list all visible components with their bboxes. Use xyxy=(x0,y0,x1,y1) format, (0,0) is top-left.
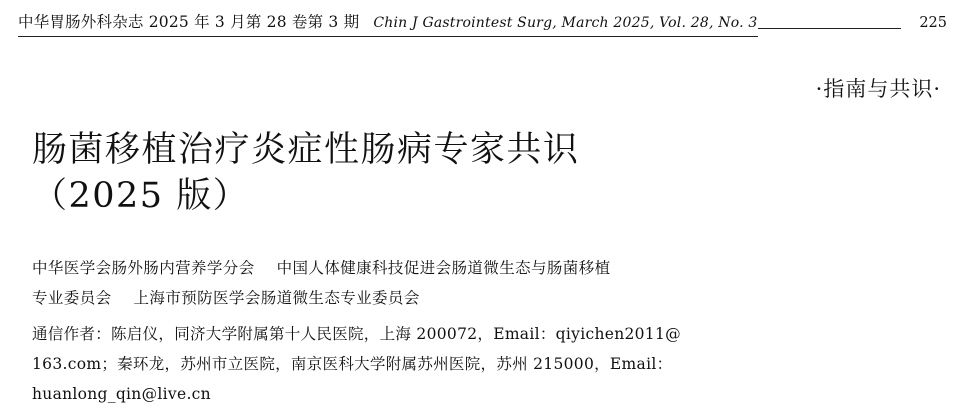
running-head-journal xyxy=(18,10,758,37)
running-head xyxy=(18,0,947,37)
page-title xyxy=(32,129,947,219)
running-head-journal-en: Chin J Gastrointest Surg, March 2025, Vol. 28, No. 3 xyxy=(373,15,758,31)
affiliation-line-1 xyxy=(32,253,947,283)
affiliation-2: 中国人体健康科技促进会肠道微生态与肠菌移植 xyxy=(276,258,611,277)
corresponding-line-1: 通信作者：陈启仪，同济大学附属第十人民医院，上海 200072，Email：qiyichen2011@ xyxy=(32,324,681,343)
affiliation-line-2 xyxy=(32,283,947,313)
running-head-journal-cn: 中华胃肠外科杂志 2025 年 3 月第 28 卷第 3 期 xyxy=(18,13,360,31)
corresponding-line-2: 163.com；秦环龙，苏州市立医院，南京医科大学附属苏州医院，苏州 215000，Email： xyxy=(32,355,673,374)
article-title-line-2: （2025 版） xyxy=(32,175,250,216)
author-affiliations xyxy=(32,253,947,313)
article-title-line-1: 肠菌移植治疗炎症性肠病专家共识 xyxy=(32,130,580,170)
page-number: 225 xyxy=(919,15,947,31)
affiliation-3: 上海市预防医学会肠道微生态专业委员会 xyxy=(133,288,420,307)
corresponding-author-info xyxy=(32,319,822,410)
running-head-rule xyxy=(758,10,902,29)
affiliation-2-cont: 专业委员会 xyxy=(32,288,112,307)
affiliation-1: 中华医学会肠外肠内营养学分会 xyxy=(32,258,255,277)
corresponding-line-3: huanlong_qin@live.cn xyxy=(32,385,211,404)
article-category: ·指南与共识· xyxy=(815,77,941,101)
